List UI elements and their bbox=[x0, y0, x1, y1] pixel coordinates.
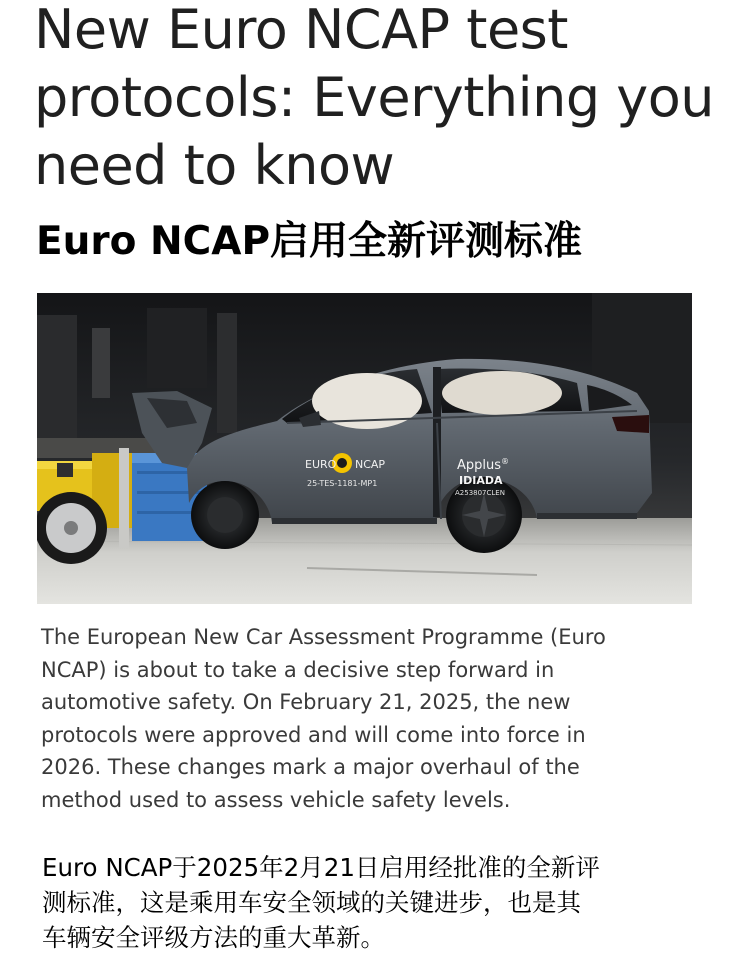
svg-text:NCAP: NCAP bbox=[355, 458, 386, 471]
sponsor-applus: Applus® bbox=[457, 457, 510, 473]
article-body: The European New Car Assessment Programme (Euro NCAP) is about to take a decisive step forward in automotive safety. On February 21, 2025, the new protocols were approved and will come into force in 2026. These changes mark a major overhaul of the method used to assess vehicle safety levels. bbox=[41, 625, 606, 812]
crash-test-photo bbox=[37, 293, 692, 604]
curtain-airbag bbox=[442, 371, 562, 415]
svg-text:EURO: EURO bbox=[305, 458, 337, 471]
test-sled bbox=[37, 448, 137, 564]
article-headline-chinese: Euro NCAP启用全新评测标准 bbox=[36, 219, 583, 264]
article-body-chinese: Euro NCAP于2025年2月21日启用经批准的全新评测标准，这是乘用车安全领域的关键进步，也是其车辆安全评级方法的重大革新。 bbox=[42, 853, 600, 952]
door-code: 25-TES-1181-MP1 bbox=[307, 479, 378, 488]
sponsor-idiada: IDIADA bbox=[459, 474, 503, 487]
sponsor-code: A253807CLEN bbox=[455, 489, 505, 497]
article-headline: New Euro NCAP test protocols: Everything you need to know bbox=[34, 0, 715, 197]
